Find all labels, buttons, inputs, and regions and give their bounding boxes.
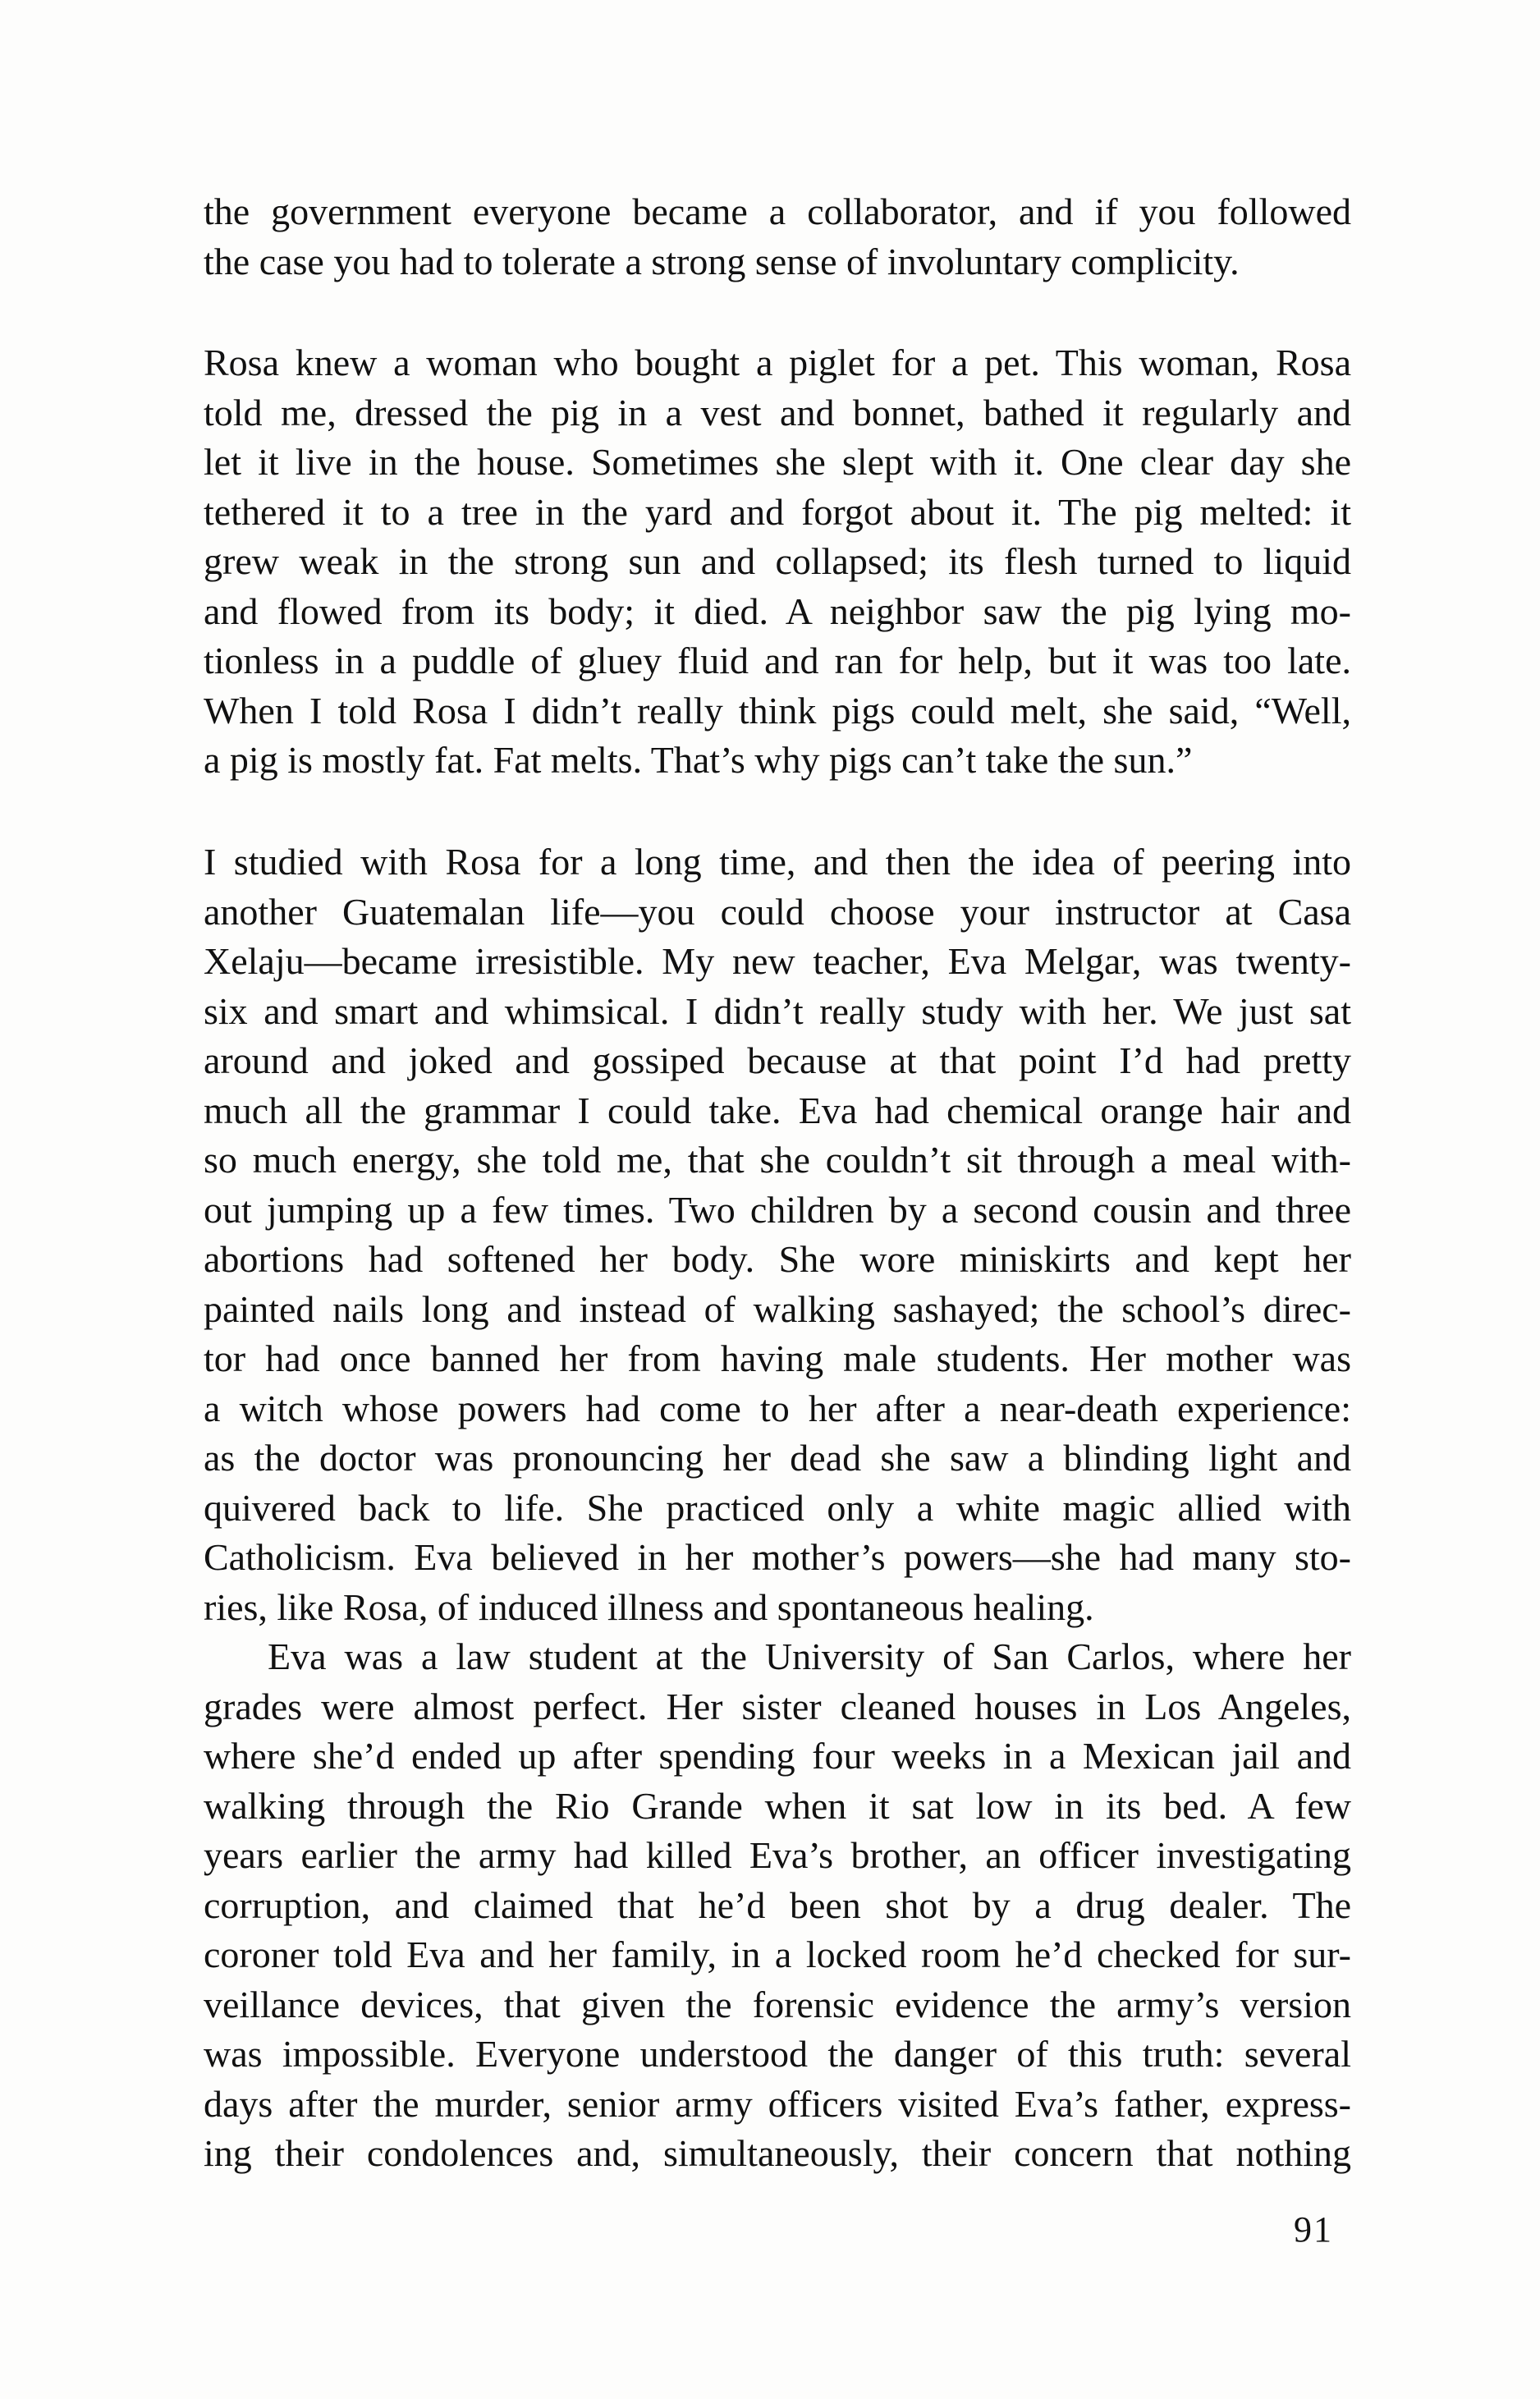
- text-line: let it live in the house. Sometimes she slept with it. One clear day she: [204, 441, 1351, 483]
- text-line: Catholicism. Eva believed in her mother’s powers—she had many sto-: [204, 1536, 1351, 1578]
- text-line: ries, like Rosa, of induced illness and spontaneous healing.: [204, 1585, 1094, 1628]
- text-line: much all the grammar I could take. Eva had chemical orange hair and: [204, 1089, 1351, 1131]
- text-line: grew weak in the strong sun and collapsed; its flesh turned to liquid: [204, 540, 1351, 582]
- paragraph-eva-family: [204, 1632, 1351, 2179]
- paragraph-pig-story: [204, 338, 1351, 786]
- text-line: abortions had softened her body. She wore miniskirts and kept her: [204, 1238, 1351, 1280]
- text-line: When I told Rosa I didn’t really think pigs could melt, she said, “Well,: [204, 689, 1351, 732]
- text-line: was impossible. Everyone understood the danger of this truth: several: [204, 2033, 1351, 2075]
- text-line: Eva was a law student at the University of San Carlos, where her: [268, 1635, 1351, 1677]
- text-line: six and smart and whimsical. I didn’t really study with her. We just sat: [204, 989, 1351, 1032]
- paragraph-eva-intro: [204, 837, 1351, 1632]
- text-line: tethered it to a tree in the yard and forgot about it. The pig melted: it: [204, 490, 1351, 533]
- text-line: I studied with Rosa for a long time, and then the idea of peering into: [204, 841, 1351, 883]
- text-line: out jumping up a few times. Two children by a second cousin and three: [204, 1188, 1351, 1231]
- text-line: around and joked and gossiped because at that point I’d had pretty: [204, 1039, 1351, 1081]
- text-line: days after the murder, senior army officers visited Eva’s father, express-: [204, 2082, 1351, 2125]
- text-line: as the doctor was pronouncing her dead she saw a blinding light and: [204, 1437, 1351, 1479]
- text-line: veillance devices, that given the forensic evidence the army’s version: [204, 1983, 1351, 2025]
- text-line: walking through the Rio Grande when it sat low in its bed. A few: [204, 1784, 1351, 1827]
- text-line: told me, dressed the pig in a vest and bonnet, bathed it regularly and: [204, 391, 1351, 433]
- text-line: ing their condolences and, simultaneously, their concern that nothing: [204, 2132, 1351, 2174]
- paragraph-continued: [204, 187, 1351, 287]
- text-line: another Guatemalan life—you could choose your instructor at Casa: [204, 890, 1351, 933]
- text-line: Rosa knew a woman who bought a piglet for a pet. This woman, Rosa: [204, 342, 1351, 383]
- text-line: where she’d ended up after spending four weeks in a Mexican jail and: [204, 1735, 1351, 1777]
- text-line: tionless in a puddle of gluey fluid and ran for help, but it was too late.: [204, 640, 1351, 681]
- text-line: painted nails long and instead of walking sashayed; the school’s direc-: [204, 1287, 1351, 1330]
- text-line: a witch whose powers had come to her after a near-death experience:: [204, 1387, 1351, 1429]
- text-line: years earlier the army had killed Eva’s brother, an officer investigating: [204, 1834, 1351, 1876]
- section-eva: [204, 837, 1351, 2179]
- text-line: so much energy, she told me, that she couldn’t sit through a meal with-: [204, 1139, 1351, 1181]
- text-line: quivered back to life. She practiced only a white magic allied with: [204, 1486, 1351, 1529]
- text-line: grades were almost perfect. Her sister cleaned houses in Los Angeles,: [204, 1685, 1351, 1727]
- text-line: the government everyone became a collaborator, and if you followed: [204, 190, 1351, 232]
- text-line: the case you had to tolerate a strong sense of involuntary complicity.: [204, 240, 1240, 282]
- text-line: a pig is mostly fat. Fat melts. That’s why pigs can’t take the sun.”: [204, 739, 1193, 781]
- text-line: coroner told Eva and her family, in a locked room he’d checked for sur-: [204, 1933, 1351, 1975]
- page-number: 91: [1294, 2209, 1333, 2250]
- text-line: Xelaju—became irresistible. My new teacher, Eva Melgar, was twenty-: [204, 940, 1351, 982]
- text-line: tor had once banned her from having male students. Her mother was: [204, 1337, 1351, 1379]
- text-line: corruption, and claimed that he’d been shot by a drug dealer. The: [204, 1883, 1351, 1926]
- text-line: and flowed from its body; it died. A neighbor saw the pig lying mo-: [204, 589, 1351, 632]
